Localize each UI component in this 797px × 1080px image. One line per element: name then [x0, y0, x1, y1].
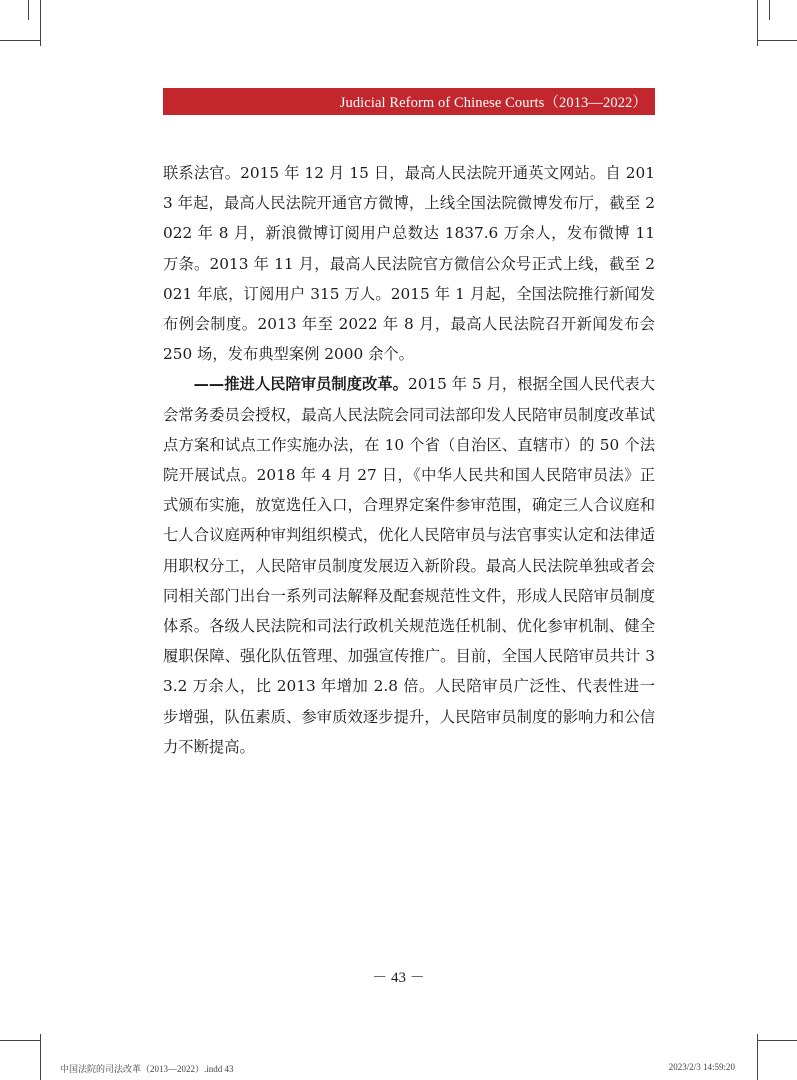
running-header: [163, 88, 655, 115]
running-title: Judicial Reform of Chinese Courts（2013—2022）: [339, 95, 647, 111]
paragraph-2: [163, 369, 655, 762]
page-number: － 43 －: [372, 970, 425, 986]
crop-mark: [0, 40, 40, 41]
crop-mark: [757, 1040, 797, 1041]
crop-mark: [40, 1034, 41, 1080]
body-text: [163, 158, 655, 762]
print-slug-file: 中国法院的司法改革（2013—2022）.indd 43: [60, 1064, 234, 1074]
crop-mark: [757, 40, 797, 41]
crop-mark: [28, 0, 29, 20]
paragraph-1: 联系法官。2015 年 12 月 15 日，最高人民法院开通英文网站。自 2013 年起，最高人民法院开通官方微博，上线全国法院微博发布厅，截至 2022 年 8 月，新浪微博订阅用户总数达 1837.6 万余人，发布微博 11 万条。2013 年 11 月，最高人民法院官方微信公众号正式上线，截至 2021 年底，订阅用户 315 万人。2015 年 1 月起，全国法院推行新闻发布例会制度。2013 年至 2022 年 8 月，最高人民法院召开新闻发布会 250 场，发布典型案例 2000 余个。: [163, 164, 655, 364]
crop-mark: [0, 1040, 40, 1041]
section-lead: ——推进人民陪审员制度改革。: [193, 375, 408, 394]
crop-mark: [769, 0, 770, 20]
print-slug-timestamp: 2023/2/3 14:59:20: [668, 1062, 735, 1072]
paragraph-2-text: 2015 年 5 月，根据全国人民代表大会常务委员会授权，最高人民法院会同司法部印发人民陪审员制度改革试点方案和试点工作实施办法，在 10 个省（自治区、直辖市）的 50 个法院开展试点。2018 年 4 月 27 日，《中华人民共和国人民陪审员法》正式颁布实施，放宽选任入口，合理界定案件参审范围，确定三人合议庭和七人合议庭两种审判组织模式，优化人民陪审员与法官事实认定和法律适用职权分工，人民陪审员制度发展迈入新阶段。最高人民法院单独或者会同相关部门出台一系列司法解释及配套规范性文件，形成人民陪审员制度体系。各级人民法院和司法行政机关规范选任机制、优化参审机制、健全履职保障、强化队伍管理、加强宣传推广。目前，全国人民陪审员共计 33.2 万余人，比 2013 年增加 2.8 倍。人民陪审员广泛性、代表性进一步增强，队伍素质、参审质效逐步提升，人民陪审员制度的影响力和公信力不断提高。: [163, 375, 655, 756]
crop-mark: [40, 0, 41, 46]
